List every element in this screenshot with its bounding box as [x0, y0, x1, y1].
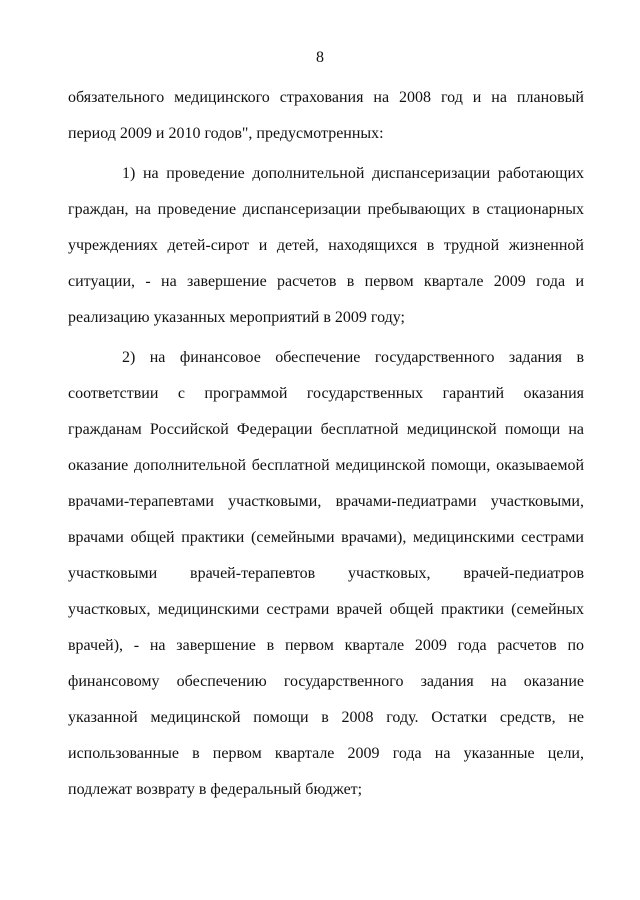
text-line: гражданам Российской Федерации бесплатной медицинской помощи на [68, 421, 584, 438]
text-line: учреждениях детей-сирот и детей, находящихся в трудной жизненной [68, 237, 584, 254]
text-line: обязательного медицинского страхования на 2008 год и на плановый [68, 89, 584, 106]
text-line: 2) на финансовое обеспечение государственного задания в [122, 349, 584, 366]
text-line: оказание дополнительной бесплатной медицинской помощи, оказываемой [68, 457, 584, 474]
text-line: финансовому обеспечению государственного задания на оказание [68, 673, 584, 690]
text-line: врачами-терапевтами участковыми, врачами-педиатрами участковыми, [68, 493, 584, 510]
text-line: участковых, медицинскими сестрами врачей общей практики (семейных [68, 601, 584, 618]
text-line: участковыми врачей-терапевтов участковых, врачей-педиатров [68, 565, 584, 582]
text-line: врачами общей практики (семейными врачами), медицинскими сестрами [68, 529, 584, 546]
page-number: 8 [316, 49, 324, 66]
text-line: использованные в первом квартале 2009 года на указанные цели, [68, 745, 584, 762]
text-line: граждан, на проведение диспансеризации пребывающих в стационарных [68, 201, 584, 218]
text-line: соответствии с программой государственных гарантий оказания [68, 385, 584, 402]
text-line: 1) на проведение дополнительной диспансеризации работающих [122, 165, 584, 182]
text-line: ситуации, - на завершение расчетов в первом квартале 2009 года и [68, 273, 584, 290]
text-line: период 2009 и 2010 годов", предусмотренных: [68, 125, 384, 142]
text-line: реализацию указанных мероприятий в 2009 году; [68, 309, 405, 326]
text-line: подлежат возврату в федеральный бюджет; [68, 781, 363, 798]
text-line: врачей), - на завершение в первом квартале 2009 года расчетов по [68, 637, 584, 654]
text-line: указанной медицинской помощи в 2008 году. Остатки средств, не [68, 709, 584, 726]
